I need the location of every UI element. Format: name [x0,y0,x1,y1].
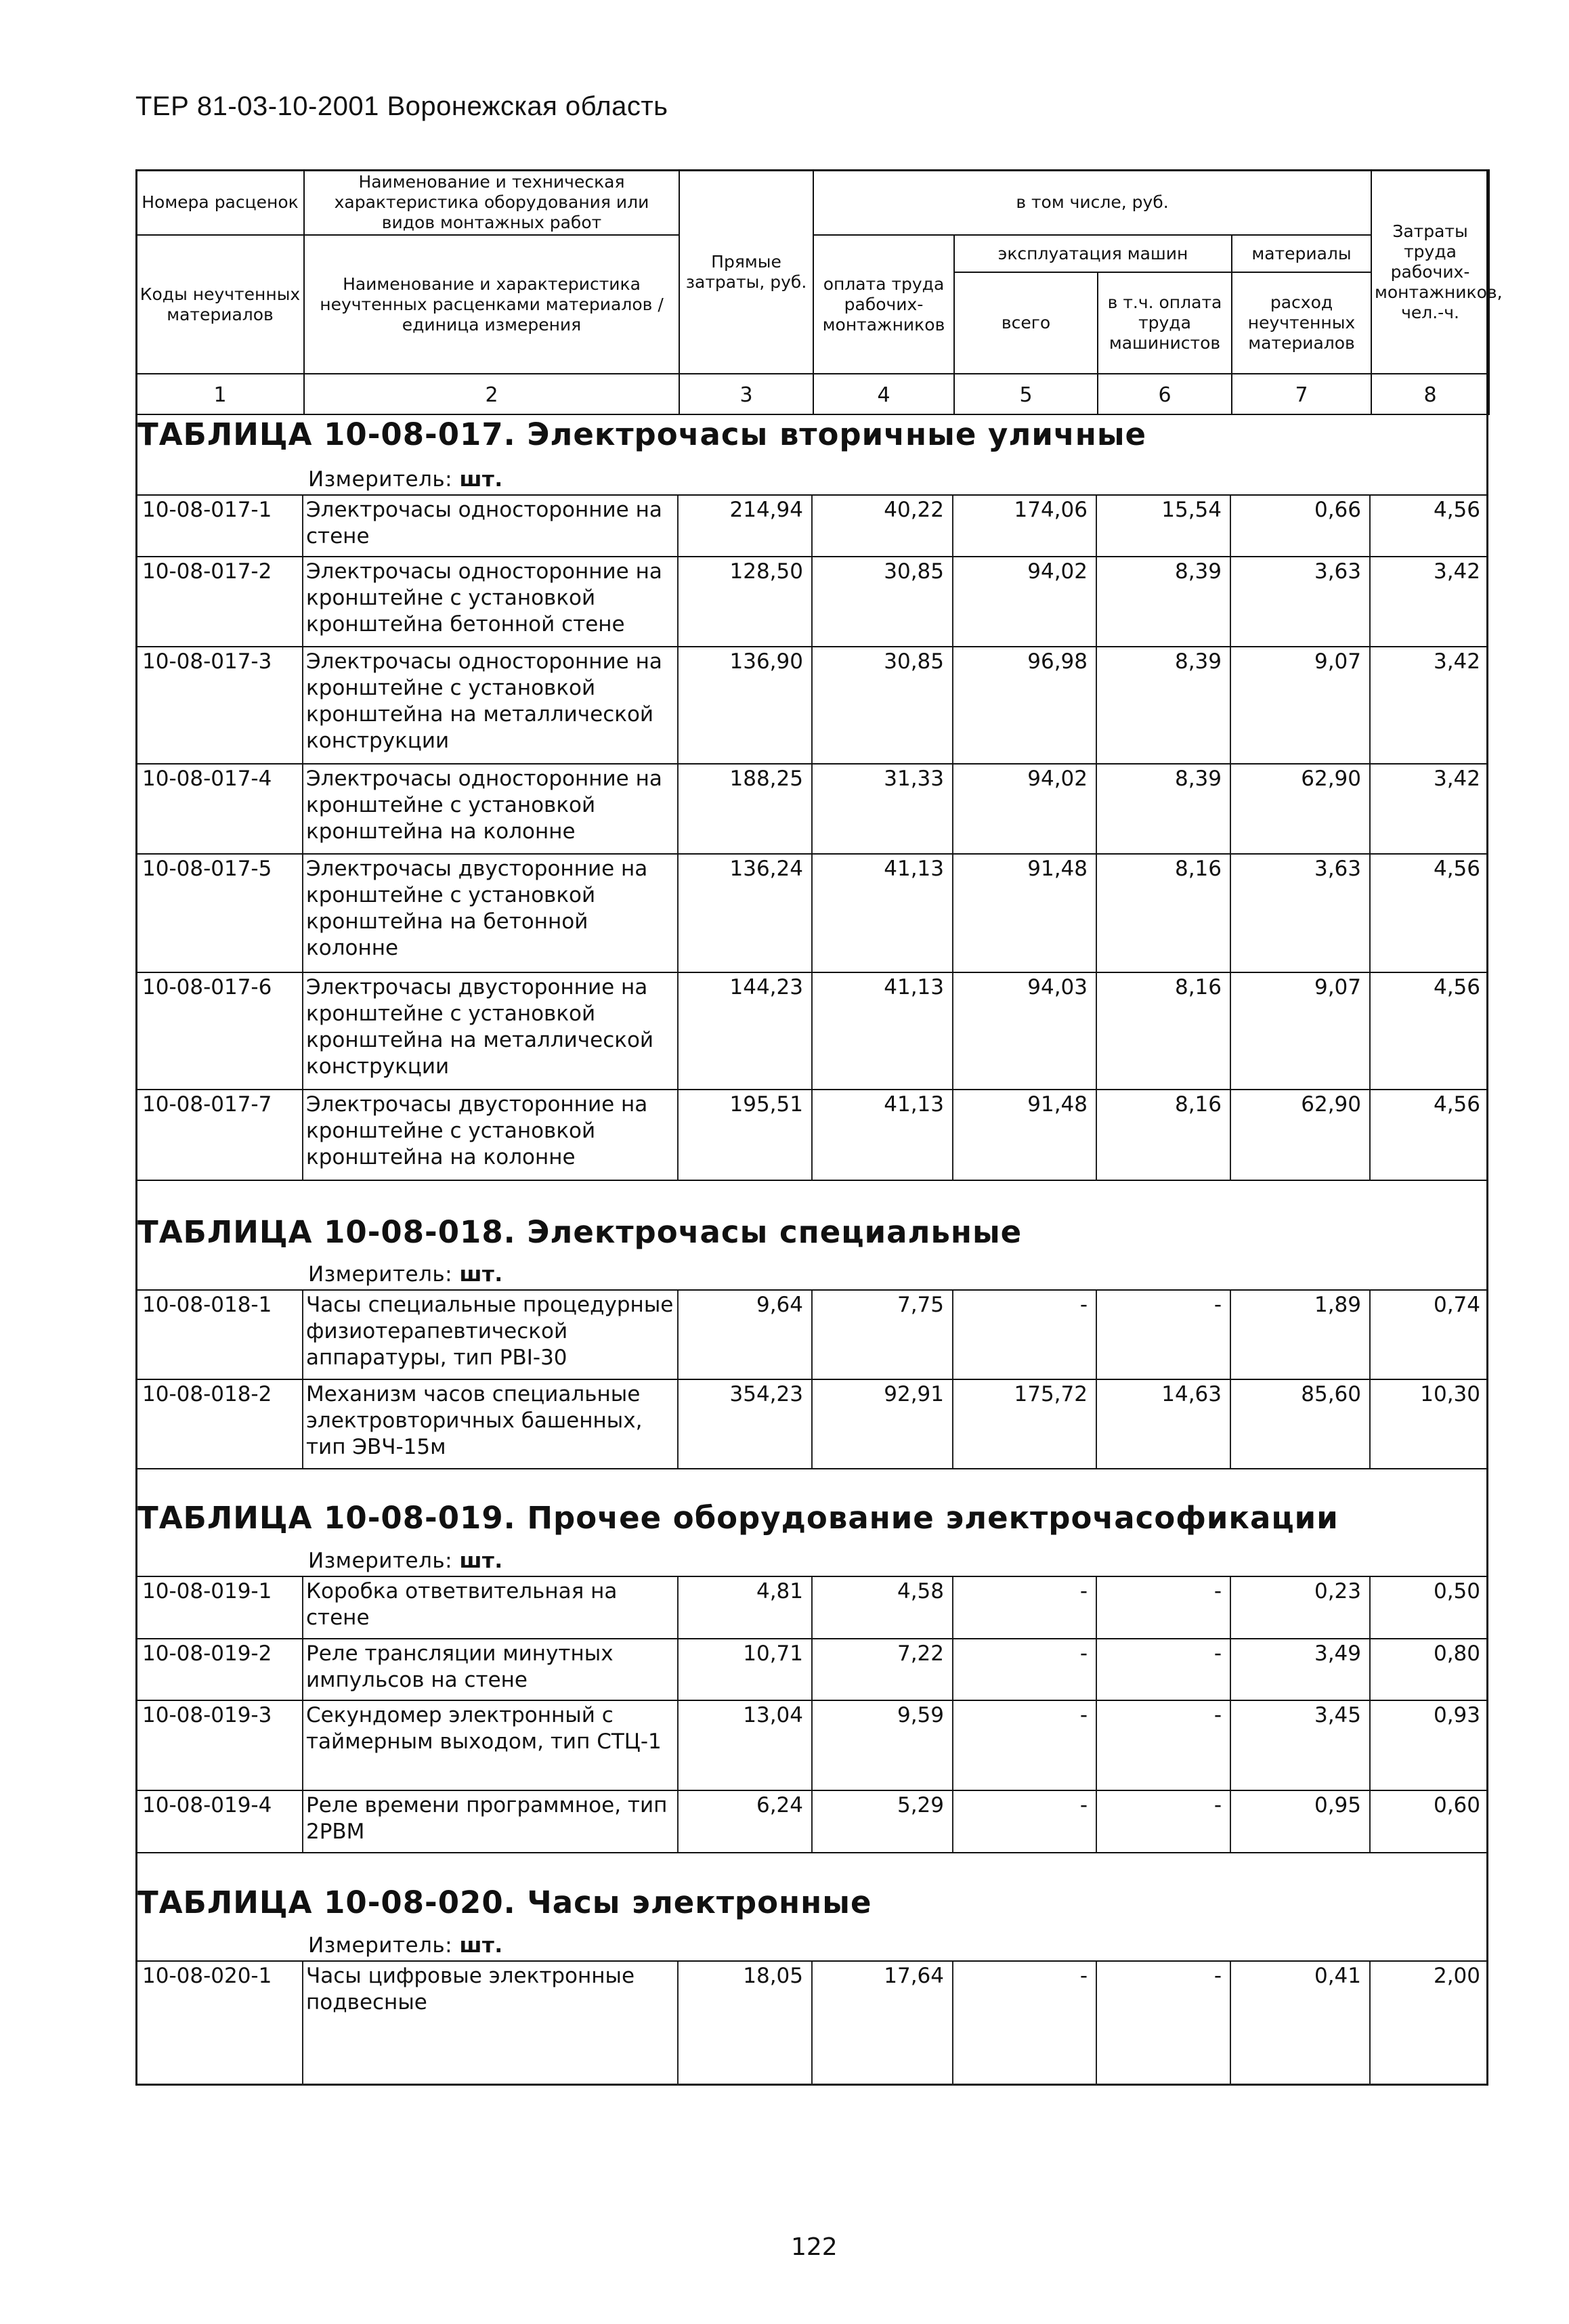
worker-pay: 9,59 [813,1701,953,1790]
measure-label: Измеритель: [308,1549,453,1573]
table-row [135,973,1488,1089]
row-divider [135,1180,1488,1181]
worker-pay: 7,75 [813,1291,953,1379]
machines-total: - [953,1701,1097,1790]
rate-code: 10-08-019-3 [135,1701,303,1790]
direct-costs: 354,23 [679,1380,813,1468]
measure-unit: шт. [459,1262,503,1287]
labor-hours: 4,56 [1433,1092,1480,1117]
machines-total: 174,06 [953,496,1097,556]
operator-pay: 8,39 [1097,647,1231,763]
worker-pay: 41,13 [813,973,953,1089]
operator-pay: - [1097,1962,1231,2086]
direct-costs: 136,90 [679,647,813,763]
table-row [135,1090,1488,1180]
operator-pay: - [1097,1291,1231,1379]
direct-costs: 6,24 [679,1791,813,1852]
rate-name: Механизм часов специальные электровторичных башенных, тип ЭВЧ-15м [303,1380,679,1468]
column-header [135,169,1503,415]
worker-pay: 17,64 [813,1962,953,2086]
table-row [135,1639,1488,1700]
page-title: ТЕР 81-03-10-2001 Воронежская область [135,91,668,121]
materials: 3,45 [1231,1701,1371,1790]
rate-code: 10-08-017-6 [135,973,303,1089]
labor-hours: 4,56 [1433,498,1480,522]
operator-pay: - [1097,1701,1231,1790]
header-worker-pay: оплата труда рабочих-монтажников [813,235,954,374]
materials: 3,49 [1231,1639,1371,1700]
rate-name: Коробка ответвительная на стене [303,1577,679,1638]
direct-costs: 214,94 [679,496,813,556]
measure-label: Измеритель: [308,1933,453,1958]
row-divider [135,1852,1488,1853]
measure-unit: шт. [459,467,503,492]
operator-pay: - [1097,1639,1231,1700]
table-row [135,765,1488,853]
materials: 3,63 [1231,855,1371,972]
operator-pay: 14,63 [1097,1380,1231,1468]
rate-code: 10-08-017-7 [135,1090,303,1180]
materials: 0,41 [1231,1962,1371,2086]
rate-name: Электрочасы односторонние на кронштейне с установкой кронштейна на колонне [303,765,679,853]
machines-total: - [953,1962,1097,2086]
rate-name: Электрочасы односторонние на стене [303,496,679,556]
table-row [135,1577,1488,1638]
page-number: 122 [791,2233,838,2261]
worker-pay: 41,13 [813,855,953,972]
header-operator-pay: в т.ч. оплата труда машинистов [1098,272,1232,374]
rate-code: 10-08-017-2 [135,557,303,646]
table-row [135,647,1488,763]
header-rate-numbers: Номера расценок [136,170,304,235]
rate-name: Электрочасы односторонние на кронштейне с установкой кронштейна на металлической конструкции [303,647,679,763]
rate-code: 10-08-018-2 [135,1380,303,1468]
rate-code: 10-08-017-5 [135,855,303,972]
col-num: 2 [304,374,679,414]
worker-pay: 30,85 [813,647,953,763]
table-title: ТАБЛИЦА 10-08-018. Электрочасы специальные [137,1214,1023,1250]
worker-pay: 5,29 [813,1791,953,1852]
table-title: ТАБЛИЦА 10-08-017. Электрочасы вторичные уличные [137,416,1147,452]
rate-name: Электрочасы двусторонние на кронштейне с установкой кронштейна на колонне [303,1090,679,1180]
machines-total: - [953,1291,1097,1379]
materials: 3,63 [1231,557,1371,646]
worker-pay: 4,58 [813,1577,953,1638]
header-labor-hours: Затраты труда рабочих-монтажников, чел.-ч. [1371,170,1489,374]
materials: 0,95 [1231,1791,1371,1852]
operator-pay: 8,39 [1097,765,1231,853]
measure-unit: шт. [459,1549,503,1573]
worker-pay: 92,91 [813,1380,953,1468]
materials: 9,07 [1231,647,1371,763]
labor-hours: 0,74 [1433,1293,1480,1317]
header-machines-total: всего [954,272,1098,374]
direct-costs: 136,24 [679,855,813,972]
labor-hours: 2,00 [1433,1964,1480,1988]
col-num: 3 [679,374,813,414]
direct-costs: 144,23 [679,973,813,1089]
col-num: 7 [1232,374,1371,414]
table-row [135,1291,1488,1379]
labor-hours: 4,56 [1433,857,1480,881]
rate-name: Часы цифровые электронные подвесные [303,1962,679,2086]
materials: 0,23 [1231,1577,1371,1638]
header-machines: эксплуатация машин [954,235,1232,272]
operator-pay: - [1097,1791,1231,1852]
header-including: в том числе, руб. [813,170,1371,235]
rate-code: 10-08-017-4 [135,765,303,853]
worker-pay: 30,85 [813,557,953,646]
row-divider [135,1468,1488,1469]
table-title: ТАБЛИЦА 10-08-020. Часы электронные [137,1885,872,1920]
machines-total: - [953,1577,1097,1638]
labor-hours: 3,42 [1433,649,1480,674]
table-row [135,855,1488,972]
direct-costs: 195,51 [679,1090,813,1180]
machines-total: - [953,1639,1097,1700]
operator-pay: 8,16 [1097,973,1231,1089]
measure-label: Измеритель: [308,467,453,492]
rate-code: 10-08-017-3 [135,647,303,763]
rate-name: Реле времени программное, тип 2РВМ [303,1791,679,1852]
measure [308,1262,503,1287]
operator-pay: 8,39 [1097,557,1231,646]
worker-pay: 31,33 [813,765,953,853]
header-direct-costs: Прямые затраты, руб. [679,170,813,374]
operator-pay: 15,54 [1097,496,1231,556]
table-row [135,1962,1488,2086]
direct-costs: 128,50 [679,557,813,646]
direct-costs: 13,04 [679,1701,813,1790]
measure-unit: шт. [459,1933,503,1958]
materials: 62,90 [1231,1090,1371,1180]
col-num: 8 [1371,374,1489,414]
direct-costs: 188,25 [679,765,813,853]
col-num: 6 [1098,374,1232,414]
machines-total: 91,48 [953,855,1097,972]
labor-hours: 3,42 [1433,559,1480,584]
rate-name: Часы специальные процедурные физиотерапевтической аппаратуры, тип РВI-30 [303,1291,679,1379]
header-material-name: Наименование и характеристика неучтенных расценками материалов / единица измерения [304,235,679,374]
rate-code: 10-08-019-1 [135,1577,303,1638]
labor-hours: 0,50 [1433,1579,1480,1604]
materials: 0,66 [1231,496,1371,556]
labor-hours: 0,60 [1433,1793,1480,1817]
materials: 85,60 [1231,1380,1371,1468]
labor-hours: 0,80 [1433,1641,1480,1666]
machines-total: 94,03 [953,973,1097,1089]
labor-hours: 10,30 [1420,1382,1480,1406]
rate-code: 10-08-020-1 [135,1962,303,2086]
worker-pay: 41,13 [813,1090,953,1180]
machines-total: 91,48 [953,1090,1097,1180]
machines-total: 94,02 [953,557,1097,646]
table-row [135,1701,1488,1790]
col-num: 5 [954,374,1098,414]
measure [308,467,503,492]
rate-code: 10-08-017-1 [135,496,303,556]
measure [308,1933,503,1958]
rate-code: 10-08-019-2 [135,1639,303,1700]
labor-hours: 0,93 [1433,1703,1480,1727]
materials: 62,90 [1231,765,1371,853]
direct-costs: 4,81 [679,1577,813,1638]
header-material-usage: расход неучтенных материалов [1232,272,1371,374]
header-work-name: Наименование и техническая характеристика оборудования или видов монтажных работ [304,170,679,235]
labor-hours: 3,42 [1433,767,1480,791]
worker-pay: 40,22 [813,496,953,556]
table-row [135,1791,1488,1852]
col-num: 4 [813,374,954,414]
table-title: ТАБЛИЦА 10-08-019. Прочее оборудование электрочасофикации [137,1500,1339,1536]
materials: 1,89 [1231,1291,1371,1379]
rate-name: Реле трансляции минутных импульсов на стене [303,1639,679,1700]
rate-name: Электрочасы односторонние на кронштейне с установкой кронштейна бетонной стене [303,557,679,646]
measure-label: Измеритель: [308,1262,453,1287]
machines-total: 175,72 [953,1380,1097,1468]
table-row [135,1380,1488,1468]
machines-total: 96,98 [953,647,1097,763]
table-row [135,496,1488,556]
direct-costs: 18,05 [679,1962,813,2086]
col-num: 1 [136,374,304,414]
measure [308,1549,503,1573]
header-material-codes: Коды неучтенных материалов [136,235,304,374]
rate-name: Электрочасы двусторонние на кронштейне с установкой кронштейна на бетонной колонне [303,855,679,972]
materials: 9,07 [1231,973,1371,1089]
rate-name: Электрочасы двусторонние на кронштейне с установкой кронштейна на металлической конструкции [303,973,679,1089]
machines-total: - [953,1791,1097,1852]
operator-pay: - [1097,1577,1231,1638]
header-materials: материалы [1232,235,1371,272]
direct-costs: 10,71 [679,1639,813,1700]
table-row [135,557,1488,646]
operator-pay: 8,16 [1097,855,1231,972]
labor-hours: 4,56 [1433,975,1480,999]
rate-name: Секундомер электронный с таймерным выходом, тип СТЦ-1 [303,1701,679,1790]
direct-costs: 9,64 [679,1291,813,1379]
rate-code: 10-08-019-4 [135,1791,303,1852]
worker-pay: 7,22 [813,1639,953,1700]
rate-code: 10-08-018-1 [135,1291,303,1379]
machines-total: 94,02 [953,765,1097,853]
operator-pay: 8,16 [1097,1090,1231,1180]
